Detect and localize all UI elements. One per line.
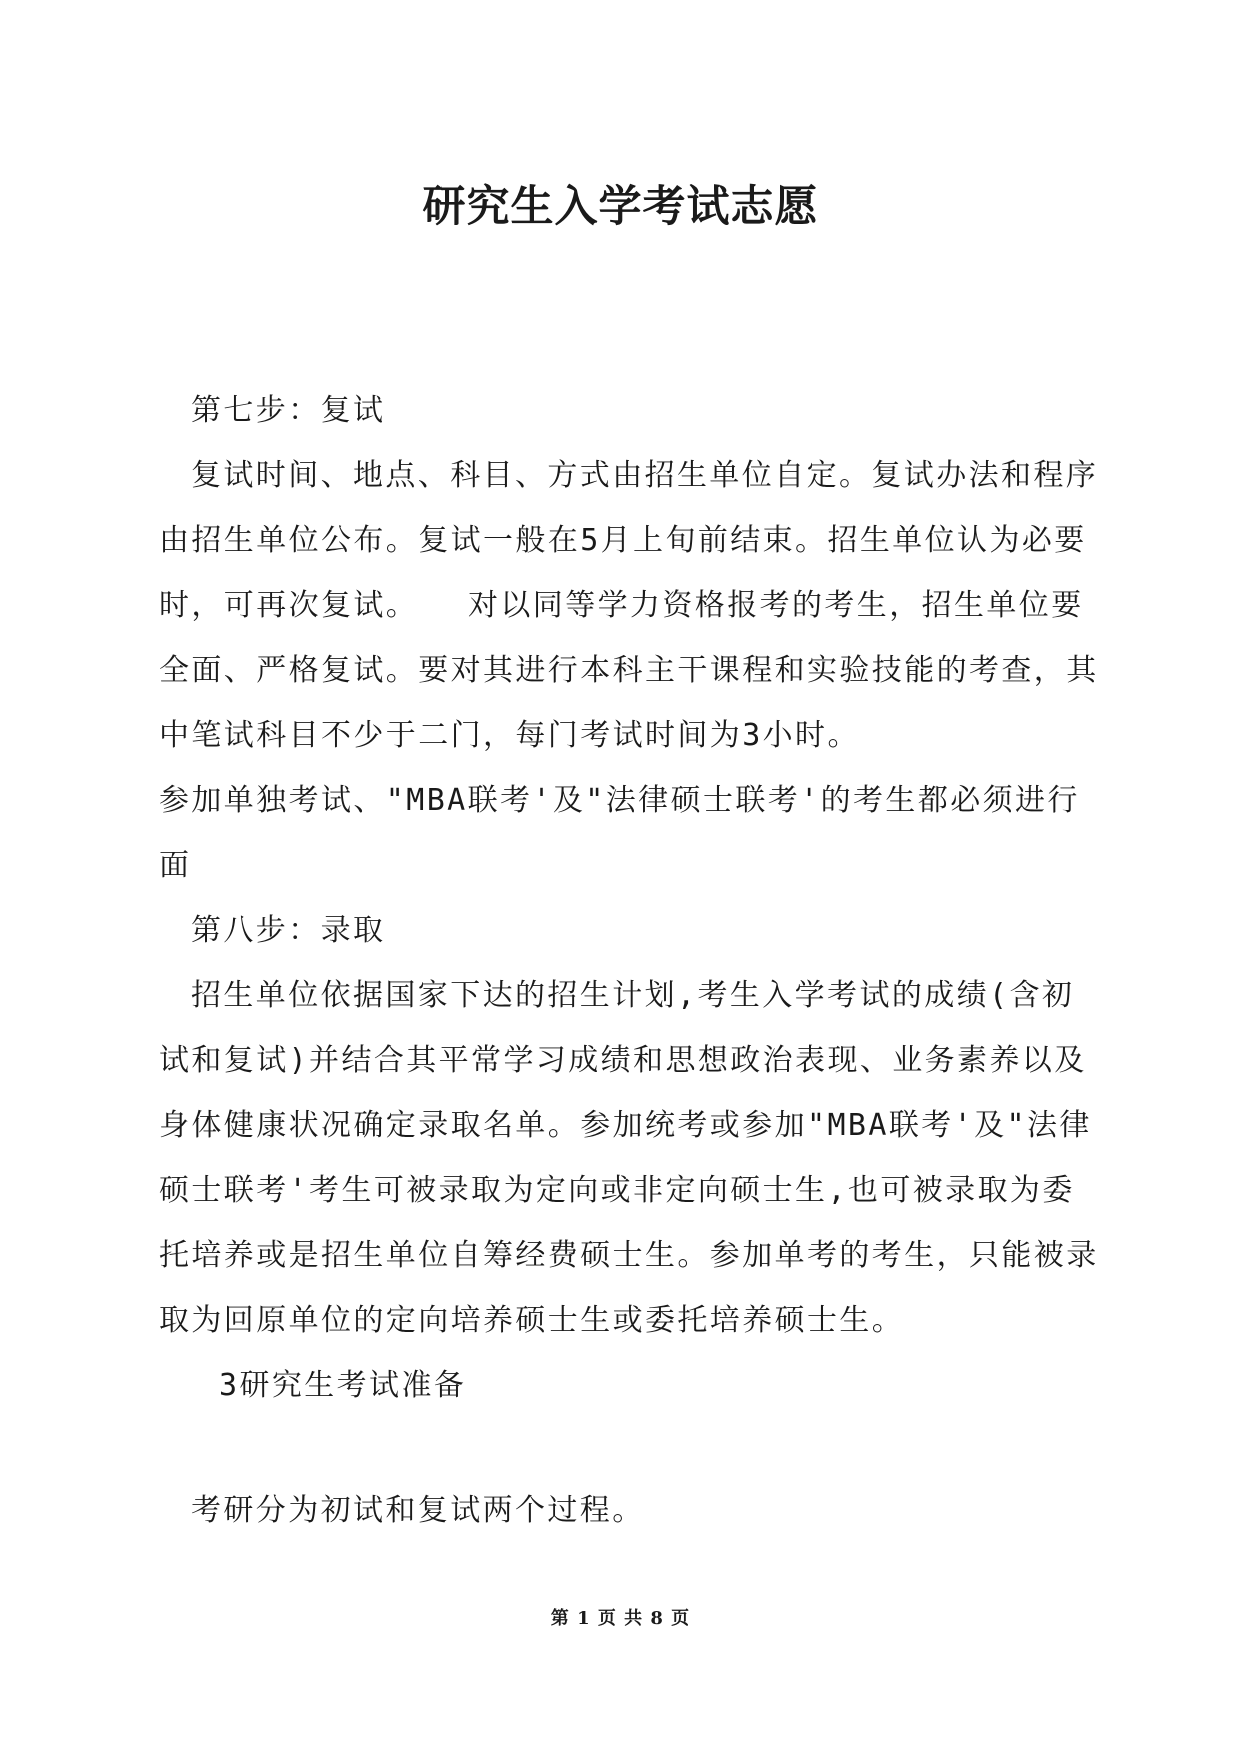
step7-heading: 第七步：复试	[191, 393, 386, 428]
document-title: 研究生入学考试志愿	[422, 182, 819, 232]
document-body	[159, 378, 1099, 1543]
step8-paragraph: 招生单位依据国家下达的招生计划,考生入学考试的成绩(含初试和复试)并结合其平常学习成绩和思想政治表现、业务素养以及身体健康状况确定录取名单。参加统考或参加"MBA联考'及"法律硕士联考'考生可被录取为定向或非定向硕士生,也可被录取为委托培养或是招生单位自筹经费硕士生。参加单考的考生，只能被录取为回原单位的定向培养硕士生或委托培养硕士生。	[159, 978, 1099, 1338]
step7-paragraph: 复试时间、地点、科目、方式由招生单位自定。复试办法和程序由招生单位公布。复试一般在5月上旬前结束。招生单位认为必要时，可再次复试。 对以同等学力资格报考的考生，招生单位要全面、严格复试。要对其进行本科主干课程和实验技能的考查，其中笔试科目不少于二门，每门考试时间为3小时。	[159, 458, 1099, 753]
section3-paragraph: 考研分为初试和复试两个过程。	[191, 1493, 645, 1528]
paragraph-spacer	[159, 1418, 1099, 1478]
section3-heading: 3研究生考试准备	[219, 1368, 467, 1403]
page-number: 第 1 页 共 8 页	[550, 1608, 691, 1629]
step7-paragraph-interview: 参加单独考试、"MBA联考'及"法律硕士联考'的考生都必须进行面	[159, 783, 1080, 883]
step8-heading: 第八步：录取	[191, 913, 386, 948]
